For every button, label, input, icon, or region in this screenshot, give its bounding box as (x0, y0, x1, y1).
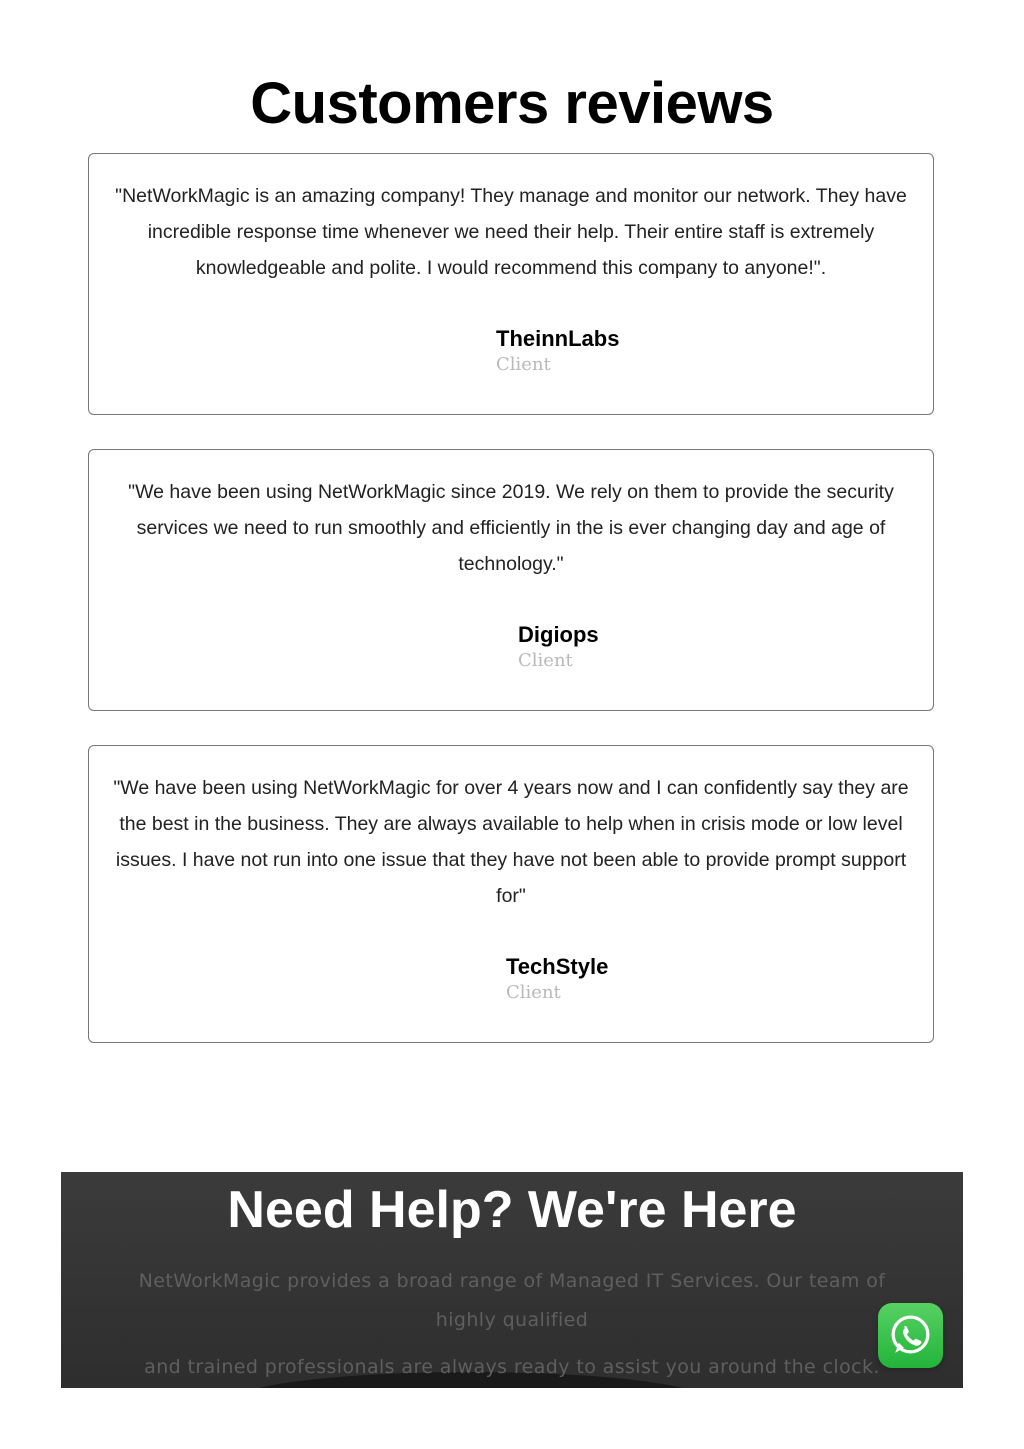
reviewer-role: Client (518, 650, 573, 671)
review-card (88, 153, 934, 415)
reviewer-role: Client (496, 354, 551, 375)
reviews-title: Customers reviews (250, 71, 774, 136)
help-banner (61, 1172, 963, 1388)
review-card (88, 745, 934, 1043)
reviewer (518, 622, 599, 674)
reviewer-name: Digiops (518, 622, 599, 647)
reviewer-name: TheinnLabs (496, 326, 620, 351)
reviewer (506, 954, 608, 1006)
reviewer (496, 326, 619, 378)
help-text-line-2: and trained professionals are always ready to assist you around the clock. (144, 1356, 880, 1378)
reviewer-name: TechStyle (506, 954, 609, 979)
review-card (88, 449, 934, 711)
whatsapp-icon (886, 1311, 935, 1360)
review-quote: "We have been using NetWorkMagic since 2019. We rely on them to provide the security services we need to run smoothly and efficiently in the is ever changing day and age of technology." (128, 481, 894, 575)
review-quote: "We have been using NetWorkMagic for over 4 years now and I can confidently say they are the best in the business. They are always available to help when in crisis mode or low level issues. I have not run into one issue that they have not been able to provide prompt support for" (113, 777, 909, 907)
whatsapp-button[interactable] (878, 1303, 943, 1368)
review-quote: "NetWorkMagic is an amazing company! They manage and monitor our network. They have incredible response time whenever we need their help. Their entire staff is extremely knowledgeable and polite. I would recommend this company to anyone!". (115, 185, 907, 279)
help-title: Need Help? We're Here (227, 1181, 797, 1239)
reviewer-role: Client (506, 982, 561, 1003)
help-text-line-1: NetWorkMagic provides a broad range of Managed IT Services. Our team of highly qualified (138, 1270, 886, 1331)
